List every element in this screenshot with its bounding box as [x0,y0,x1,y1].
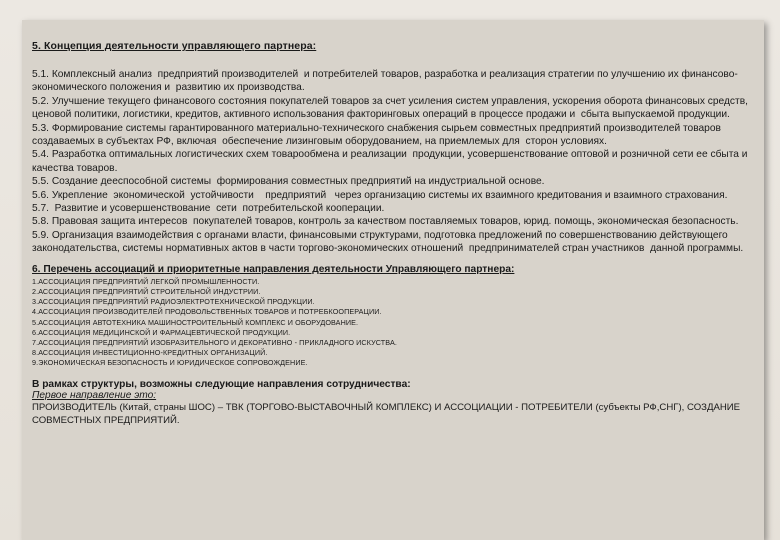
content-panel [22,20,764,540]
association-item: 2.АССОЦИАЦИЯ ПРЕДПРИЯТИЙ СТРОИТЕЛЬНОЙ ИНДУСТРИИ. [32,286,261,296]
section5-item: 5.2. Улучшение текущего финансового состояния покупателей товаров за счет усиления систем управления, ускорения оборота финансовых средств, ценовой политики, логистики, кредитов, активного использования факторинговых операций в процессе продажи и сбыта выпускаемой продукции. [32,95,751,121]
association-item: 6.АССОЦИАЦИЯ МЕДИЦИНСКОЙ И ФАРМАЦЕВТИЧЕСКОЙ ПРОДУКЦИИ. [32,327,291,337]
association-item: 9.ЭКОНОМИЧЕСКАЯ БЕЗОПАСНОСТЬ И ЮРИДИЧЕСКОЕ СОПРОВОЖДЕНИЕ. [32,358,308,368]
first-direction-label: Первое направление это: [32,389,157,401]
association-item: 5.АССОЦИАЦИЯ АВТОТЕХНИКА МАШИНОСТРОИТЕЛЬНЫЙ КОМПЛЕКС И ОБОРУДОВАНИЕ. [32,317,359,327]
section5-list [32,68,750,256]
section5-item: 5.4. Разработка оптимальных логистических схем товарообмена и реализации продукции, усовершенствование оптовой и розничной сети ее сбыта и качества товаров. [32,149,751,174]
section5-item: 5.8. Правовая защита интересов покупателей товаров, контроль за качеством поставляемых товаров, юрид. помощь, экономическая безопасность. [32,216,739,228]
association-item: 7.АССОЦИАЦИЯ ПРЕДПРИЯТИЙ ИЗОБРАЗИТЕЛЬНОГО И ДЕКОРАТИВНО - ПРИКЛАДНОГО ИСКУСТВА. [32,337,397,347]
association-item: 8.АССОЦИАЦИЯ ИНВЕСТИЦИОННО-КРЕДИТНЫХ ОРГАНИЗАЦИЙ. [32,348,268,358]
cooperation-heading: В рамках структуры, возможны следующие направления сотрудничества: [32,378,411,390]
association-item: 1.АССОЦИАЦИЯ ПРЕДПРИЯТИЙ ЛЕГКОЙ ПРОМЫШЛЕННОСТИ. [32,276,260,286]
section5-item: 5.6. Укрепление экономической устойчивости предприятий через организацию системы их взаимного кредитования и взаимного страхования. [32,189,728,201]
section5-item: 5.9. Организация взаимодействия с органами власти, финансовыми структурами, подготовка предложений по совершенствованию действующего законодательства, системы нормативных актов в части торгово-экономических отношений предпринимателей стран участников данной программы. [32,229,744,255]
section5-heading: 5. Концепция деятельности управляющего партнера: [32,40,317,52]
section5-item: 5.3. Формирование системы гарантированного материально-технического снабжения сырьем совместных предприятий производителей товаров создаваемых в субъектах РФ, включая обеспечение лизинговым оборудованием, на приемлемых для сторон условиях. [32,122,724,148]
association-item: 4.АССОЦИАЦИЯ ПРОИЗВОДИТЕЛЕЙ ПРОДОВОЛЬСТВЕННЫХ ТОВАРОВ И ПОТРЕБКООПЕРАЦИИ. [32,307,382,317]
section5-item: 5.7. Развитие и усовершенствование сети потребительской кооперации. [32,203,385,215]
association-item: 3.АССОЦИАЦИЯ ПРЕДПРИЯТИЙ РАДИОЭЛЕКТРОТЕХНИЧЕСКОЙ ПРОДУКЦИИ. [32,297,315,307]
association-list [32,277,750,369]
first-direction-text: ПРОИЗВОДИТЕЛЬ (Китай, страны ШОС) – ТВК (ТОРГОВО-ВЫСТАВОЧНЫЙ КОМПЛЕКС) И АССОЦИАЦИИ - ПОТРЕБИТЕЛИ (субъекты РФ,СНГ), СОЗДАНИЕ СОВМЕСТНЫХ ПРЕДПРИЯТИЙ. [32,401,741,426]
section6-heading: 6. Перечень ассоциаций и приоритетные направления деятельности Управляющего партнера: [32,263,515,275]
section5-item: 5.5. Создание дееспособной системы формирования совместных предприятий на индустриальной основе. [32,176,545,188]
section5-item: 5.1. Комплексный анализ предприятий производителей и потребителей товаров, разработка и реализация стратегии по улучшению их финансово-экономического положения и развитию их производства. [32,69,738,94]
